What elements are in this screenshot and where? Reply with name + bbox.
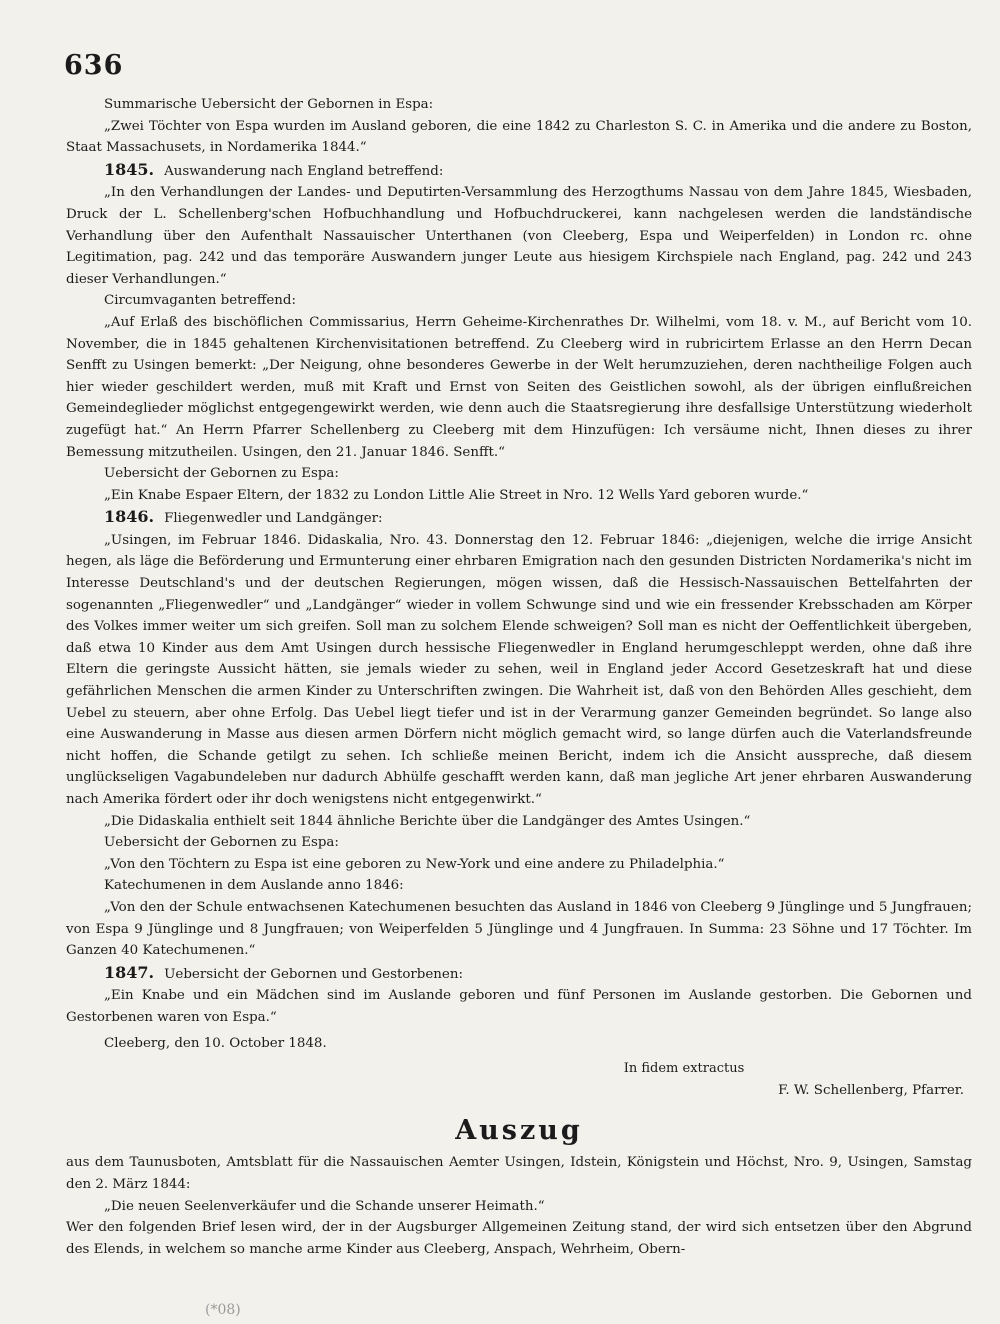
quote-paragraph: „Usingen, im Februar 1846. Didaskalia, Nro. 43. Donnerstag den 12. Februar 1846: „diejenigen, welche die irrige Ansicht hegen, als läge die Beförderung und Ermunterung einer ehrbaren Emigration nach den gesunden Districten Nordamerika's nicht im Interesse Deutschland's und der deutschen Regierungen, mögen wissen, daß die Hessisch-Nassauischen Bettelfahrten der sogenannten „Fliegenwedler“ und „Landgänger“ wieder in vollem Schwunge sind und wie ein fressender Krebsschaden am Körper des Volkes immer weiter um sich greifen. Soll man zu solchem Elende schweigen? Soll man es nicht der Oeffentlichkeit übergeben, daß etwa 10 Kinder aus dem Amt Usingen durch hessische Fliegenwedler in England herumgeschleppt werden, ohne daß ihre Eltern die geringste Aussicht hätten, sie jemals wieder zu sehen, weil in England jeder Accord Gesetzeskraft hat und diese gefährlichen Menschen die armen Kinder zu Unterschriften zwingen. Die Wahrheit ist, daß von den Behörden Alles geschieht, dem Uebel zu steuern, aber ohne Erfolg. Das Uebel liegt tiefer und ist in der Verarmung ganzer Gemeinden begründet. So lange also eine Auswanderung in Masse aus diesen armen Dörfern nicht möglich gemacht wird, so lange dürfen auch die Vaterlandsfreunde nicht hoffen, die Schande getilgt zu sehen. Ich schließe meinen Bericht, indem ich die Ansicht ausspreche, daß diesem unglückseligen Vagabundeleben nur dadurch Abhülfe geschafft werden kann, daß man jegliche Art jener ehrbaren Auswanderung nach Amerika fördert oder ihr doch wenigstens nicht entgegenwirkt.“ — [66, 532, 972, 807]
section-heading: Uebersicht der Gebornen und Gestorbenen: — [164, 966, 463, 982]
year-label: 1846. — [104, 507, 155, 527]
page-body — [66, 94, 972, 1260]
page-number: 636 — [64, 50, 124, 81]
extract-note: In fidem extractus — [623, 1061, 745, 1077]
section-heading: Circumvaganten betreffend: — [104, 293, 297, 309]
page-footer-mark: (*08) — [205, 1302, 241, 1318]
section-heading: Auswanderung nach England betreffend: — [164, 163, 444, 179]
quote-paragraph: „Ein Knabe und ein Mädchen sind im Auslande geboren und fünf Personen im Auslande gestorben. Die Gebornen und Gestorbenen waren von Espa.“ — [66, 988, 972, 1025]
year-entry — [66, 159, 972, 183]
year-entry — [66, 962, 972, 986]
auszug-source: aus dem Taunusboten, Amtsblatt für die Nassauischen Aemter Usingen, Idstein, Königstein und Höchst, Nro. 9, Usingen, Samstag den 2. März 1844: — [66, 1155, 972, 1192]
section-heading: Uebersicht der Gebornen zu Espa: — [104, 466, 339, 482]
quote-paragraph: „Ein Knabe Espaer Eltern, der 1832 zu London Little Alie Street in Nro. 12 Wells Yard geboren wurde.“ — [104, 487, 809, 503]
section-heading: Katechumenen in dem Auslande anno 1846: — [104, 878, 404, 894]
dateline: Cleeberg, den 10. October 1848. — [104, 1035, 327, 1051]
signature: F. W. Schellenberg, Pfarrer. — [778, 1082, 964, 1098]
quote-paragraph: „Von den Töchtern zu Espa ist eine geboren zu New-York und eine andere zu Philadelphia.“ — [104, 856, 725, 872]
auszug-title: Auszug — [455, 1115, 583, 1147]
auszug-quote-title: „Die neuen Seelenverkäufer und die Schande unserer Heimath.“ — [104, 1198, 545, 1214]
quote-paragraph: „Zwei Töchter von Espa wurden im Ausland geboren, die eine 1842 zu Charleston S. C. in Amerika und die andere zu Boston, Staat Massachusets, in Nordamerika 1844.“ — [66, 118, 972, 156]
year-label: 1845. — [104, 159, 155, 179]
year-entry — [66, 506, 972, 530]
auszug-text: Wer den folgenden Brief lesen wird, der in der Augsburger Allgemeinen Zeitung stand, der wird sich entsetzen über den Abgrund des Elends, in welchem so manche arme Kinder aus Cleeberg, Anspach, Wehrheim, Obern- — [66, 1220, 972, 1257]
quote-paragraph: „In den Verhandlungen der Landes- und Deputirten-Versammlung des Herzogthums Nassau von dem Jahre 1845, Wiesbaden, Druck der L. Schellenberg'schen Hofbuchhandlung und Hofbuchdruckerei, kann nachgelesen werden die landständische Verhandlung über den Aufenthalt Nassauischer Unterthanen (von Cleeberg, Espa und Weiperfelden) in London rc. ohne Legitimation, pag. 242 und das temporäre Auswandern junger Leute aus hiesigem Kirchspiele nach England, pag. 242 und 243 dieser Verhandlungen.“ — [66, 185, 972, 287]
quote-paragraph: „Die Didaskalia enthielt seit 1844 ähnliche Berichte über die Landgänger des Amtes Usingen.“ — [104, 813, 751, 829]
quote-paragraph: „Von den der Schule entwachsenen Katechumenen besuchten das Ausland in 1846 von Cleeberg 9 Jünglinge und 5 Jungfrauen; von Espa 9 Jünglinge und 8 Jungfrauen; von Weiperfelden 5 Jünglinge und 4 Jungfrauen. In Summa: 23 Söhne und 17 Töchter. Im Ganzen 40 Katechumenen.“ — [66, 899, 972, 959]
section-heading: Summarische Uebersicht der Gebornen in Espa: — [104, 97, 434, 112]
section-heading: Fliegenwedler und Landgänger: — [164, 511, 383, 527]
year-label: 1847. — [104, 962, 155, 982]
section-heading: Uebersicht der Gebornen zu Espa: — [104, 835, 339, 851]
quote-paragraph: „Auf Erlaß des bischöflichen Commissarius, Herrn Geheime-Kirchenrathes Dr. Wilhelmi, vom 18. v. M., auf Bericht vom 10. November, die in 1845 gehaltenen Kirchenvisitationen betreffend. Zu Cleeberg wird in rubricirtem Erlasse an den Herrn Decan Senfft zu Usingen bemerkt: „Der Neigung, ohne besonderes Gewerbe in der Welt herumzuziehen, deren nachtheilige Folgen auch hier wieder geschildert werden, muß mit Kraft und Ernst von Seiten des Geistlichen sowohl, als der übrigen einflußreichen Gemeindeglieder möglichst entgegengewirkt werden, wie denn auch die Staatsregierung ihre desfallsige Unterstützung wiederholt zugefügt hat.“ An Herrn Pfarrer Schellenberg zu Cleeberg mit dem Hinzufügen: Ich versäume nicht, Ihnen dieses zu ihrer Bemessung mitzutheilen. Usingen, den 21. Januar 1846. Senfft.“ — [66, 314, 972, 460]
